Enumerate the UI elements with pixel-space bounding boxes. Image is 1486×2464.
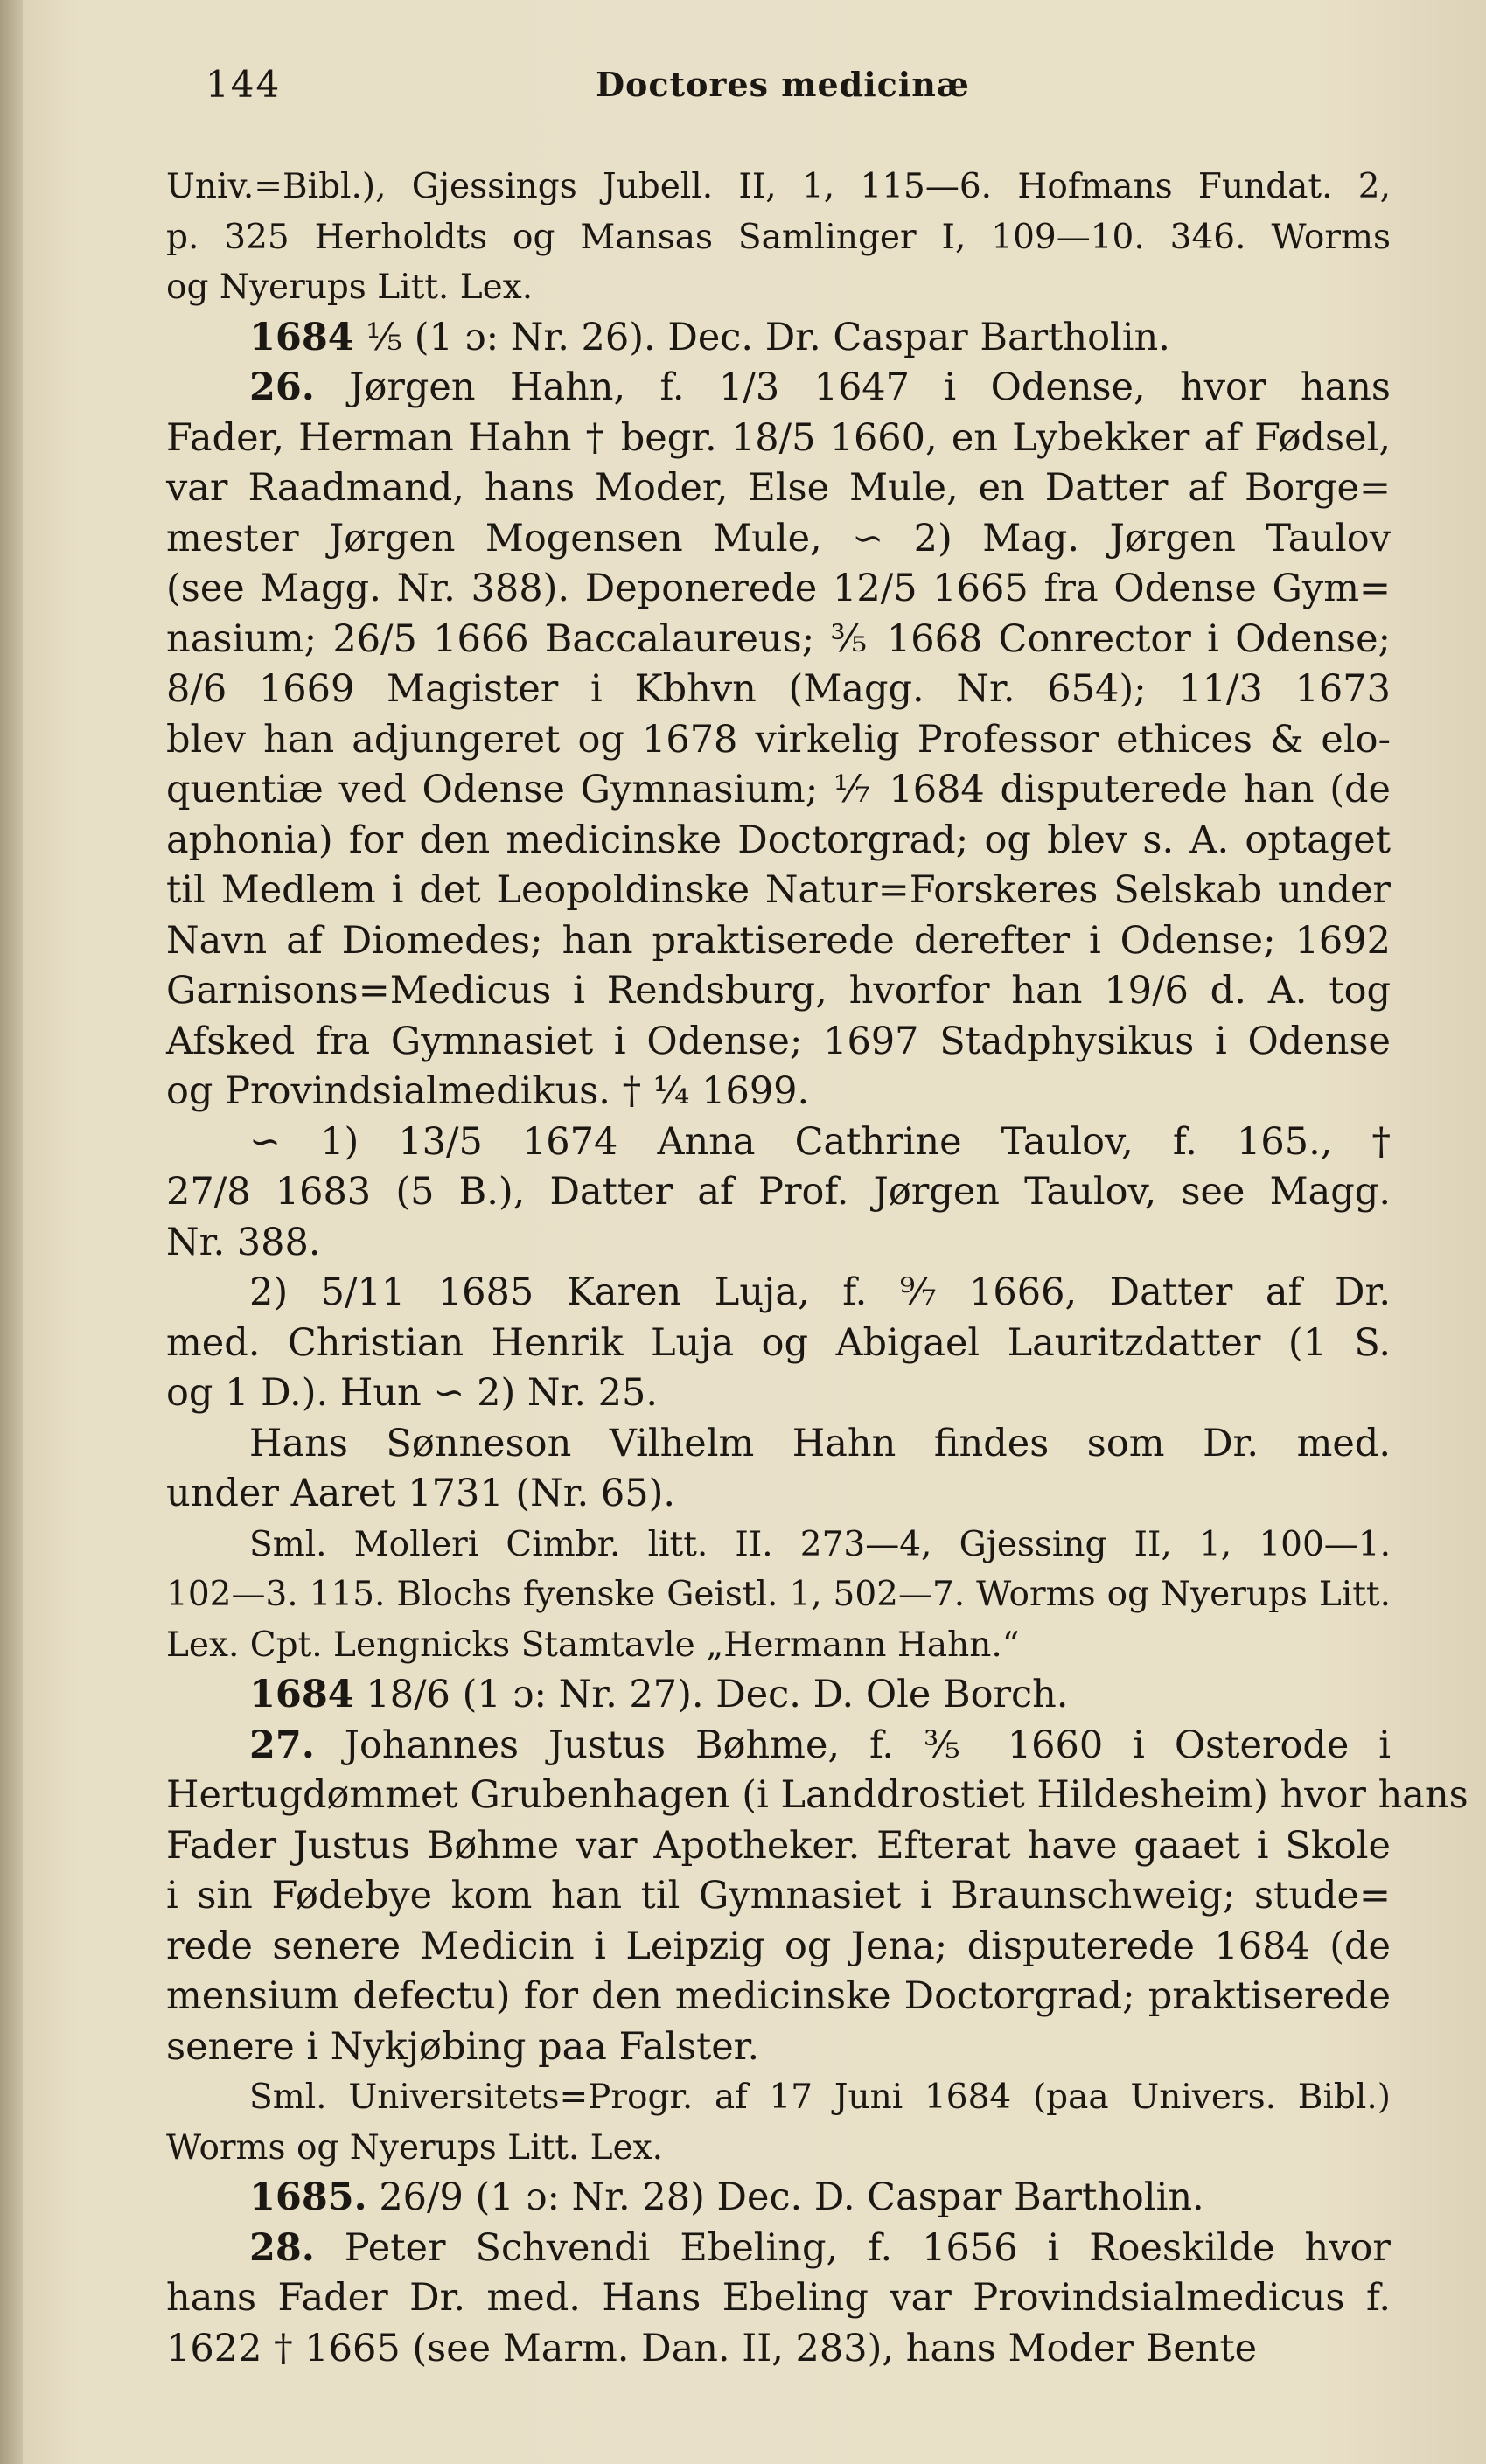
text-line: mensium defectu) for den medicinske Doctorgrad; praktiserede (166, 1974, 1391, 2018)
text-line: (see Magg. Nr. 388). Deponerede 12/5 1665 fra Odense Gym= (166, 567, 1391, 610)
text-line: Sml. Universitets=Progr. af 17 Juni 1684 (paa Univers. Bibl.) (249, 2078, 1391, 2117)
text-line: senere i Nykjøbing paa Falster. (166, 2024, 760, 2069)
text-line: 102—3. 115. Blochs fyenske Geistl. 1, 502—7. Worms og Nyerups Litt. (166, 1575, 1391, 1614)
body-text (166, 162, 1469, 2374)
text-line: Hertugdømmet Grubenhagen (i Landdrostiet Hildesheim) hvor hans (166, 1773, 1469, 1817)
text-line: aphonia) for den medicinske Doctorgrad; og blev s. A. optaget (166, 818, 1391, 862)
text-line: med. Christian Henrik Luja og Abigael Lauritzdatter (1 S. (166, 1320, 1391, 1365)
text-line: 27. Johannes Justus Bøhme, f. ⅗ 1660 i Osterode i (249, 1723, 1391, 1767)
text-line: Afsked fra Gymnasiet i Odense; 1697 Stadphysikus i Odense (166, 1019, 1391, 1063)
text-line: 1684 18/6 (1 ɔ: Nr. 27). Dec. D. Ole Borch. (249, 1673, 1069, 1716)
text-line: Nr. 388. (166, 1220, 321, 1264)
text-line: og Provindsialmedikus. † ¼ 1699. (166, 1069, 810, 1113)
text-line: 1684 ⅕ (1 ɔ: Nr. 26). Dec. Dr. Caspar Bartholin. (249, 315, 1170, 359)
text-line: quentiæ ved Odense Gymnasium; ⅐ 1684 disputerede han (de (166, 768, 1391, 811)
text-line: blev han adjungeret og 1678 virkelig Professor ethices & elo- (166, 717, 1391, 762)
entry-number: 1684 (249, 315, 354, 359)
text-line: til Medlem i det Leopoldinske Natur=Forskeres Selskab under (166, 868, 1391, 912)
text-line: Worms og Nyerups Litt. Lex. (166, 2127, 664, 2168)
page-header (197, 54, 1369, 124)
text-line: ∽ 1) 13/5 1674 Anna Cathrine Taulov, f. 165., † (249, 1119, 1391, 1164)
entry-number: 26. (249, 365, 315, 409)
text-line: Univ.=Bibl.), Gjessings Jubell. II, 1, 115—6. Hofmans Fundat. 2, (166, 167, 1391, 206)
book-spine-shadow (0, 0, 23, 2464)
page-number: 144 (206, 63, 282, 106)
text-line: Garnisons=Medicus i Rendsburg, hvorfor han 19/6 d. A. tog (166, 969, 1391, 1013)
text-line: var Raadmand, hans Moder, Else Mule, en Datter af Borge= (166, 466, 1391, 510)
text-line: og Nyerups Litt. Lex. (166, 268, 534, 307)
text-line: 27/8 1683 (5 B.), Datter af Prof. Jørgen Taulov, see Magg. (166, 1170, 1391, 1214)
text-line: hans Fader Dr. med. Hans Ebeling var Provindsialmedicus f. (166, 2276, 1391, 2320)
text-line: 28. Peter Schvendi Ebeling, f. 1656 i Roeskilde hvor (249, 2225, 1391, 2270)
text-line: 1622 † 1665 (see Marm. Dan. II, 283), hans Moder Bente (166, 2326, 1258, 2370)
text-line: Lex. Cpt. Lengnicks Stamtavle „Hermann Hahn.“ (166, 1625, 1020, 1665)
text-line: rede senere Medicin i Leipzig og Jena; disputerede 1684 (de (166, 1924, 1391, 1968)
text-line: Fader, Herman Hahn † begr. 18/5 1660, en Lybekker af Fødsel, (166, 415, 1391, 460)
running-title: Doctores medicinæ (596, 65, 970, 104)
text-line: Hans Sønneson Vilhelm Hahn findes som Dr. med. (249, 1421, 1391, 1465)
text-line: Navn af Diomedes; han praktiserede derefter i Odense; 1692 (166, 918, 1391, 963)
entry-number: 28. (249, 2225, 315, 2270)
entry-number: 1685. (249, 2175, 367, 2219)
text-line: 8/6 1669 Magister i Kbhvn (Magg. Nr. 654); 11/3 1673 (166, 667, 1391, 711)
text-line: Sml. Molleri Cimbr. litt. II. 273—4, Gjessing II, 1, 100—1. (249, 1524, 1391, 1564)
text-line: Fader Justus Bøhme var Apotheker. Efterat have gaaet i Skole (166, 1823, 1391, 1868)
text-line: 1685. 26/9 (1 ɔ: Nr. 28) Dec. D. Caspar Bartholin. (249, 2175, 1204, 2219)
text-line: mester Jørgen Mogensen Mule, ∽ 2) Mag. Jørgen Taulov (166, 516, 1391, 560)
text-line: 26. Jørgen Hahn, f. 1/3 1647 i Odense, hvor hans (249, 365, 1391, 409)
text-line: og 1 D.). Hun ∽ 2) Nr. 25. (166, 1371, 659, 1415)
text-line: 2) 5/11 1685 Karen Luja, f. ⁹⁄₇ 1666, Datter af Dr. (249, 1270, 1391, 1314)
text-line: i sin Fødebye kom han til Gymnasiet i Braunschweig; stude= (166, 1874, 1391, 1918)
text-line: under Aaret 1731 (Nr. 65). (166, 1472, 676, 1515)
text-line: p. 325 Herholdts og Mansas Samlinger I, 109—10. 346. Worms (166, 217, 1391, 257)
entry-number: 1684 (249, 1673, 354, 1716)
text-line: nasium; 26/5 1666 Baccalaureus; ⅗ 1668 Conrector i Odense; (166, 616, 1391, 661)
entry-number: 27. (249, 1723, 315, 1767)
